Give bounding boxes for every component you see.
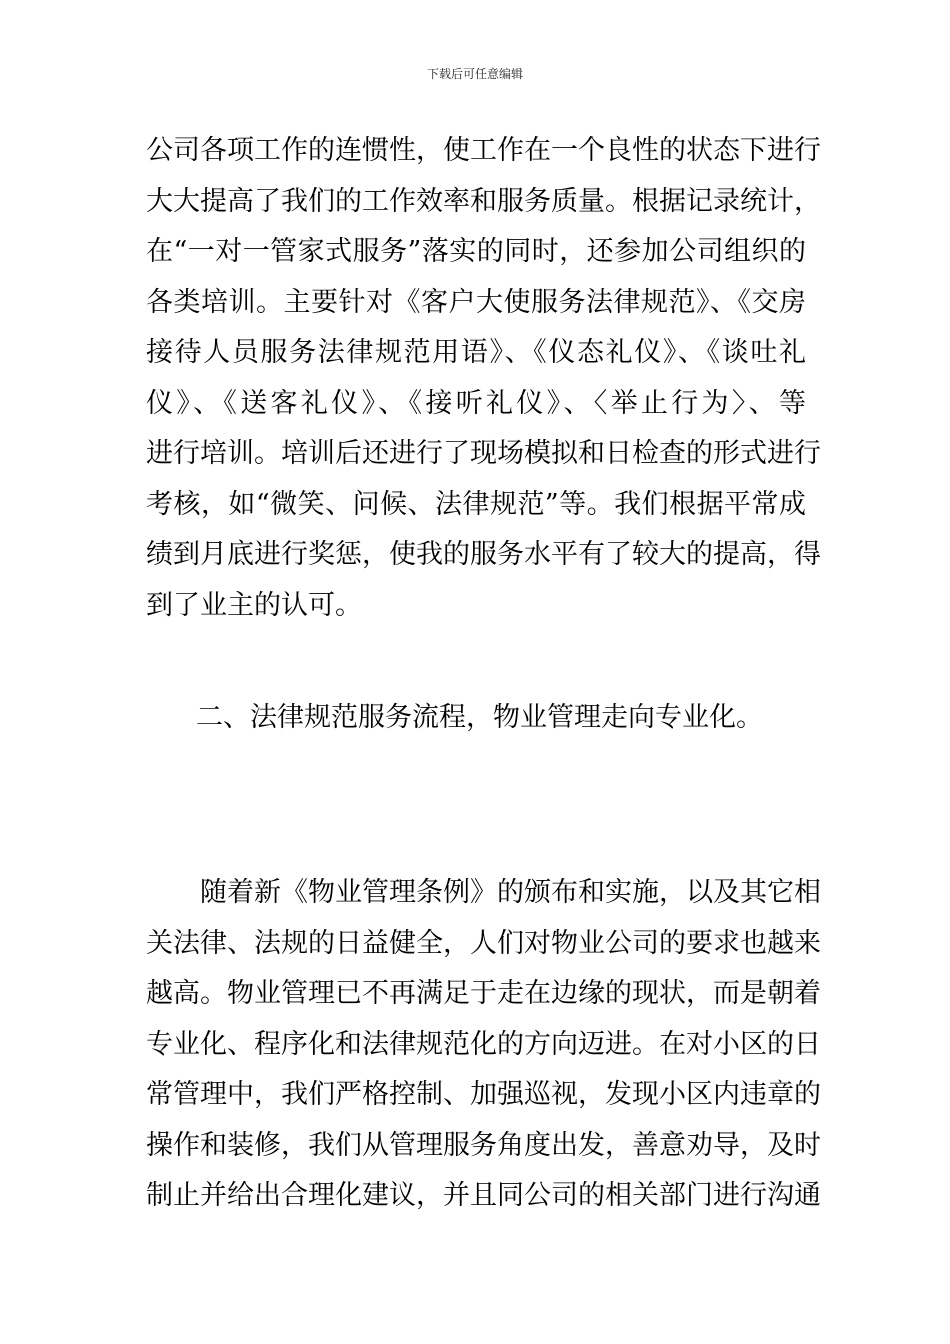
paragraph-line: 操作和装修，我们从管理服务角度出发，善意劝导，及时 bbox=[146, 1129, 821, 1161]
paragraph-line: 常管理中，我们严格控制、加强巡视，发现小区内违章的 bbox=[146, 1079, 821, 1110]
paragraph-line: 考核，如“微笑、问候、法律规范”等。我们根据平常成 bbox=[146, 488, 806, 520]
paragraph-line: 制止并给出合理化建议，并且同公司的相关部门进行沟通 bbox=[146, 1180, 821, 1211]
paragraph-line: 在“一对一管家式服务”落实的同时，还参加公司组织的 bbox=[146, 236, 806, 267]
body-paragraph-regulations bbox=[146, 868, 821, 1222]
paragraph-line: 绩到月底进行奖惩，使我的服务水平有了较大的提高，得 bbox=[146, 539, 821, 570]
paragraph-line: 公司各项工作的连惯性，使工作在一个良性的状态下进行 bbox=[146, 135, 821, 166]
paragraph-line: 随着新《物业管理条例》的颁布和实施，以及其它相 bbox=[200, 877, 821, 908]
section-heading: 二、法律规范服务流程，物业管理走向专业化。 bbox=[196, 702, 763, 733]
paragraph-line: 越高。物业管理已不再满足于走在边缘的现状，而是朝着 bbox=[146, 978, 821, 1009]
paragraph-line: 到了业主的认可。 bbox=[146, 589, 362, 621]
paragraph-line: 仪》、《送客礼仪》、《接听礼仪》、〈举止行为〉、等 bbox=[146, 387, 806, 419]
paragraph-line: 进行培训。培训后还进行了现场模拟和日检查的形式进行 bbox=[146, 438, 821, 469]
paragraph-line: 各类培训。主要针对《客户大使服务法律规范》、《交房 bbox=[146, 286, 806, 318]
paragraph-line: 专业化、程序化和法律规范化的方向迈进。在对小区的日 bbox=[146, 1028, 821, 1060]
paragraph-line: 大大提高了我们的工作效率和服务质量。根据记录统计， bbox=[146, 185, 821, 217]
page-header: 下载后可任意编辑 bbox=[426, 67, 523, 81]
paragraph-line: 关法律、法规的日益健全，人们对物业公司的要求也越来 bbox=[146, 927, 821, 959]
body-paragraph-training bbox=[146, 126, 821, 631]
paragraph-line: 接待人员服务法律规范用语》、《仪态礼仪》、《谈吐礼 bbox=[146, 337, 806, 368]
